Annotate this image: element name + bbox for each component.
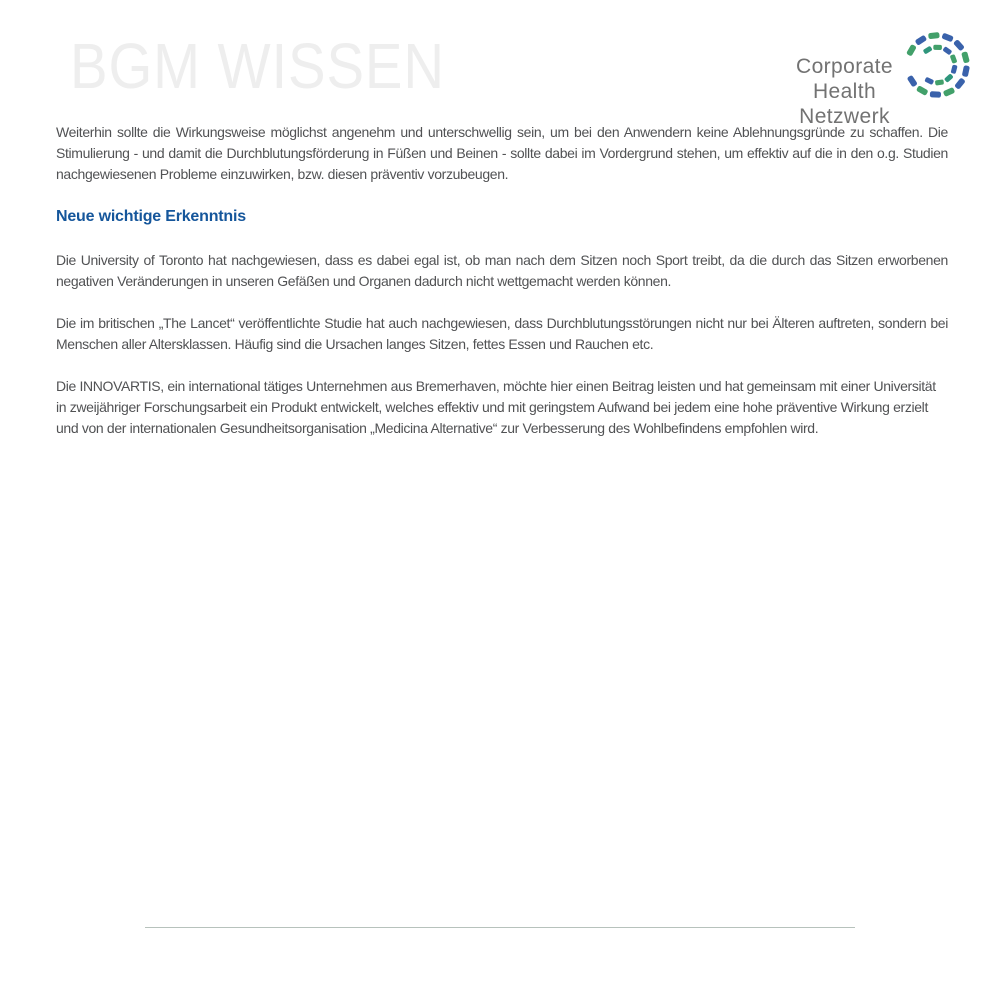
tiled-circle-logo-icon bbox=[896, 24, 978, 106]
corporate-health-netzwerk-logo bbox=[762, 22, 972, 128]
section-heading: Neue wichtige Erkenntnis bbox=[56, 208, 246, 225]
logo-wordmark-line1: Corporate Health bbox=[796, 55, 893, 103]
intro-paragraph: Weiterhin sollte die Wirkungsweise möglichst angenehm und unterschwellig sein, um bei den Anwendern keine Ablehnungsgründe zu schaffen. Die Stimulierung - und damit die Durchblutungsförderung in Füßen und Beinen - sollte dabei im Vordergrund stehen, um effektiv auf die in den o.g. Studien nachgewiesenen Probleme einzuwirken, bzw. diesen präventiv vorzubeugen. bbox=[56, 124, 948, 182]
page-title: BGM WISSEN bbox=[70, 30, 445, 102]
logo-wordmark-line2: Netzwerk bbox=[799, 105, 890, 128]
footer-divider bbox=[145, 927, 855, 928]
study-lancet-paragraph: Die im britischen „The Lancet“ veröffentlichte Studie hat auch nachgewiesen, dass Durchblutungsstörungen nicht nur bei Älteren auftreten, sondern bei Menschen aller Altersklassen. Häufig sind die Ursachen langes Sitzen, fettes Essen und Rauchen etc. bbox=[56, 315, 948, 352]
study-toronto-paragraph: Die University of Toronto hat nachgewiesen, dass es dabei egal ist, ob man nach dem Sitzen noch Sport treibt, da die durch das Sitzen erworbenen negativen Veränderungen in unseren Gefäßen und Organen dadurch nicht wettgemacht werden können. bbox=[56, 252, 948, 289]
innovartis-paragraph: Die INNOVARTIS, ein international tätiges Unternehmen aus Bremerhaven, möchte hier einen Beitrag leisten und hat gemeinsam mit einer Universität in zweijähriger Forschungsarbeit ein Produkt entwickelt, welches effektiv und mit geringstem Aufwand bei jedem eine hohe präventive Wirkung erzielt und von der internationalen Gesundheitsorganisation „Medicina Alternative“ zur Verbesserung des Wohlbefindens empfohlen wird. bbox=[56, 378, 936, 436]
article-body bbox=[56, 122, 948, 460]
